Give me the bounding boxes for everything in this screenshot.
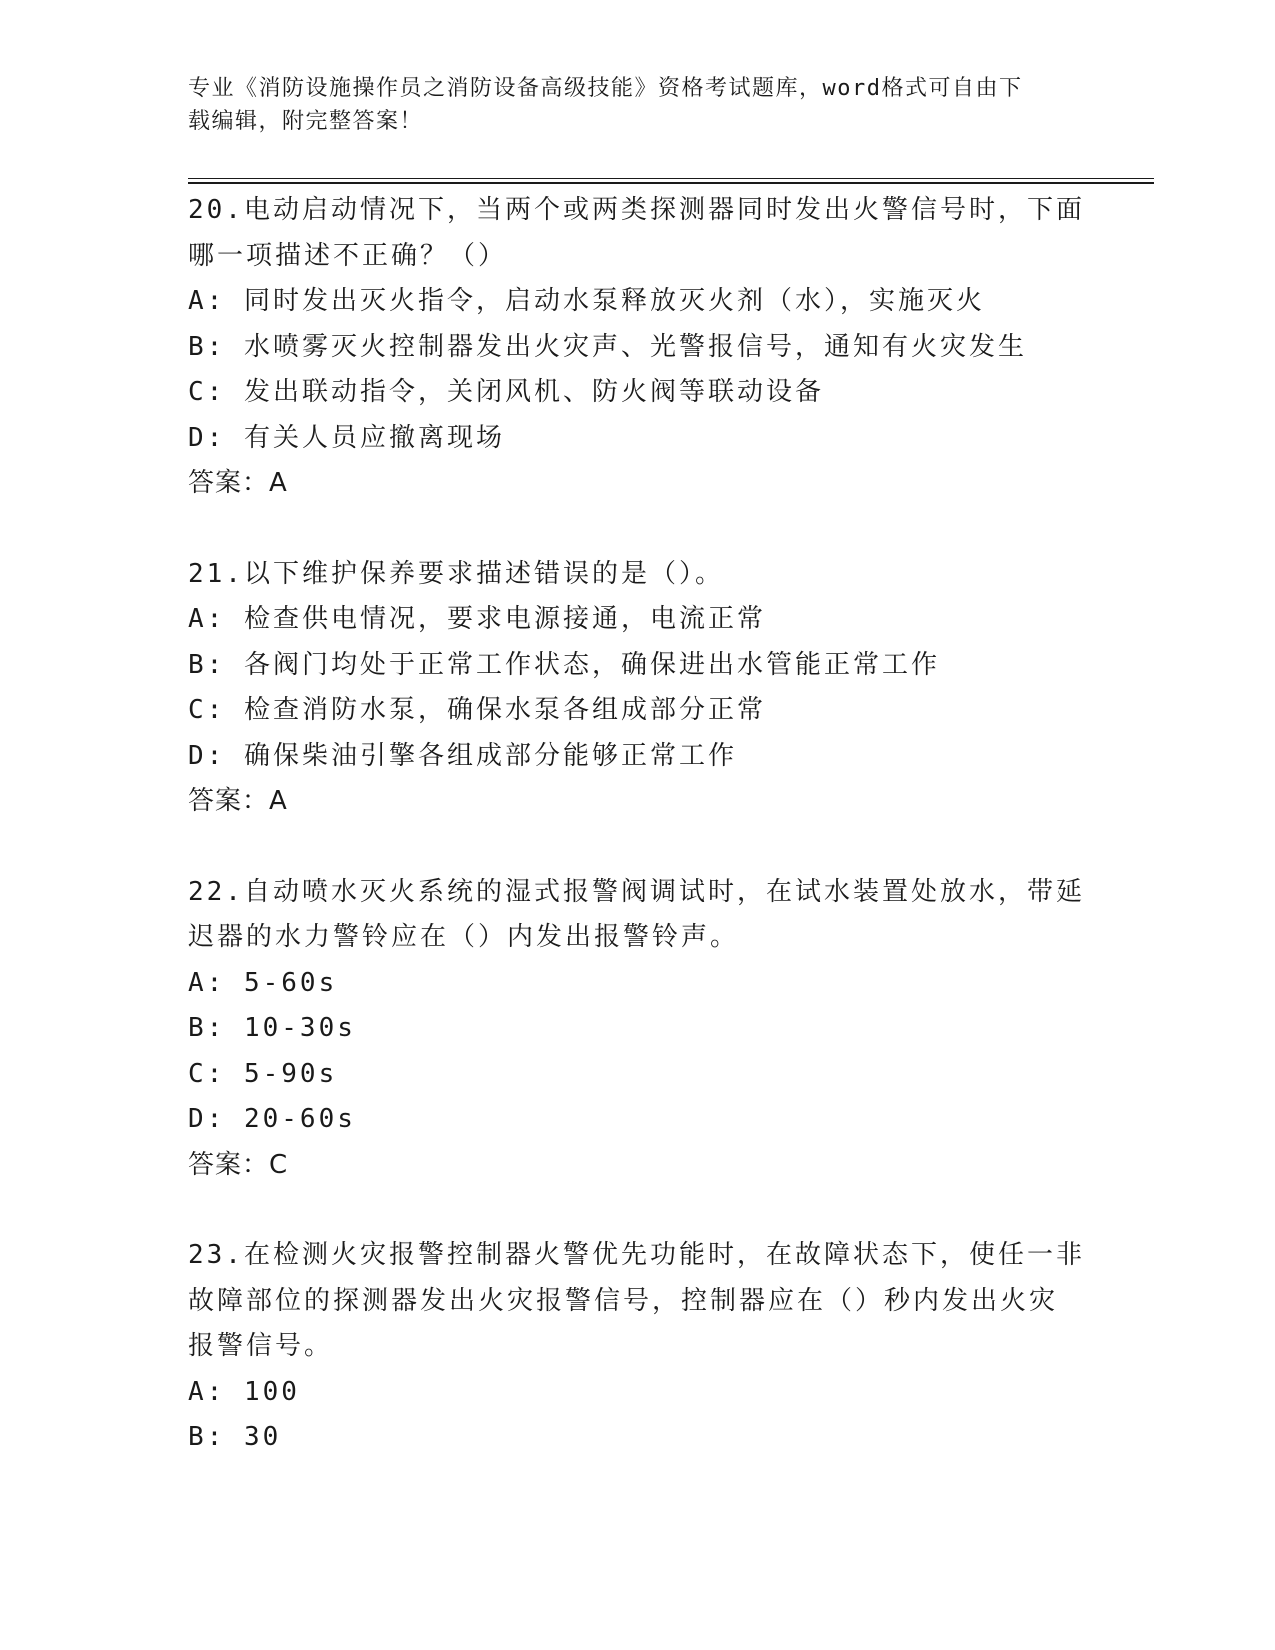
question-stem-line: 报警信号。 <box>188 1331 334 1361</box>
option-b: B: 水喷雾灭火控制器发出火灾声、光警报信号，通知有火灾发生 <box>188 331 1027 362</box>
option-b: B: 30 <box>188 1422 282 1452</box>
answer-line: 答案：C <box>188 1149 289 1180</box>
option-d: D: 20-60s <box>188 1104 356 1134</box>
option-c: C: 5-90s <box>188 1058 338 1089</box>
header-divider-thick <box>188 182 1154 184</box>
header-line-2: 载编辑，附完整答案！ <box>188 109 424 134</box>
option-a: A: 5-60s <box>188 967 338 998</box>
option-d: D: 确保柴油引擎各组成部分能够正常工作 <box>188 740 737 771</box>
option-a: A: 同时发出灭火指令，启动水泵释放灭火剂（水），实施灭火 <box>188 286 985 316</box>
option-b: B: 各阀门均处于正常工作状态，确保进出水管能正常工作 <box>188 649 940 680</box>
question-list <box>188 188 1088 1506</box>
question-23 <box>188 1233 1088 1461</box>
question-stem-line: 故障部位的探测器发出火灾报警信号，控制器应在（）秒内发出火灾 <box>188 1285 1059 1316</box>
question-stem-line: 22.自动喷水灭火系统的湿式报警阀调试时，在试水装置处放水，带延 <box>188 876 1085 907</box>
header-divider-thin <box>188 178 1154 179</box>
question-stem-line: 哪一项描述不正确？（） <box>188 240 508 271</box>
answer-line: 答案：A <box>188 468 288 498</box>
option-a: A: 100 <box>188 1376 300 1407</box>
header-line-1: 专业《消防设施操作员之消防设备高级技能》资格考试题库，word格式可自由下 <box>188 76 1023 101</box>
document-header <box>188 72 1068 138</box>
question-20 <box>188 188 1088 507</box>
option-c: C: 检查消防水泵，确保水泵各组成部分正常 <box>188 695 766 725</box>
question-stem-line: 20.电动启动情况下，当两个或两类探测器同时发出火警信号时，下面 <box>188 195 1085 225</box>
option-a: A: 检查供电情况，要求电源接通，电流正常 <box>188 604 766 634</box>
option-b: B: 10-30s <box>188 1013 356 1043</box>
question-stem-line: 21.以下维护保养要求描述错误的是（）。 <box>188 558 724 589</box>
option-d: D: 有关人员应撤离现场 <box>188 422 505 453</box>
question-22 <box>188 870 1088 1189</box>
question-stem-line: 23.在检测火灾报警控制器火警优先功能时，在故障状态下，使任一非 <box>188 1240 1085 1270</box>
question-stem-line: 迟器的水力警铃应在（）内发出报警铃声。 <box>188 922 740 952</box>
answer-line: 答案：A <box>188 786 288 816</box>
option-c: C: 发出联动指令，关闭风机、防火阀等联动设备 <box>188 377 824 407</box>
question-21 <box>188 552 1088 825</box>
